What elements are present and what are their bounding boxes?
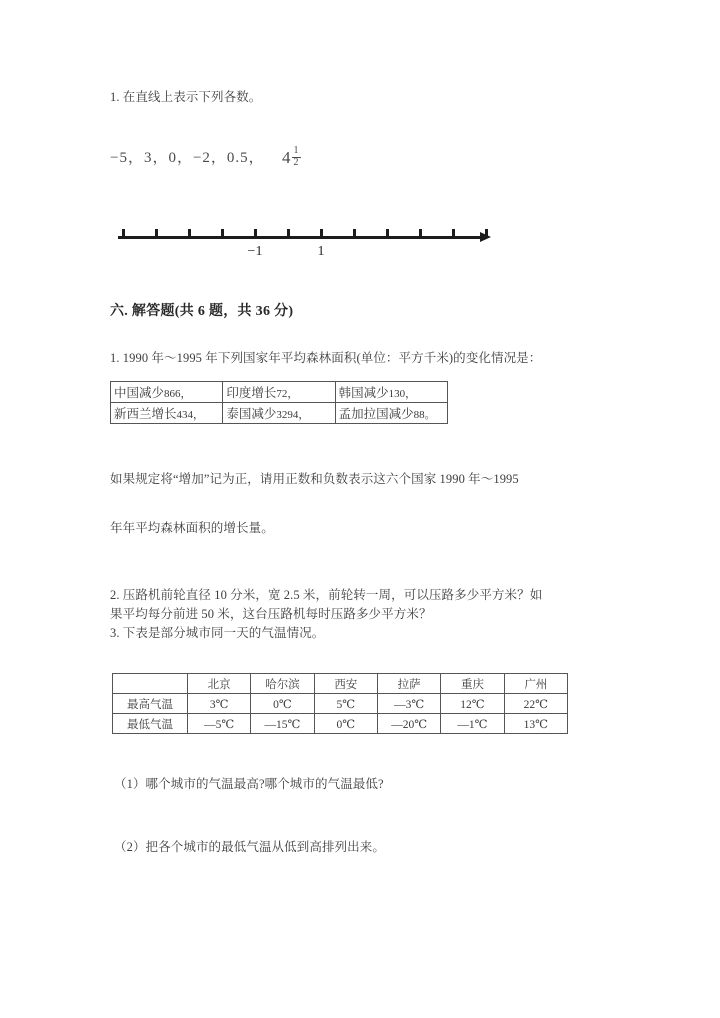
fraction-one-half (292, 146, 301, 168)
temp-city-header: 西安 (314, 674, 377, 694)
number-line-tick (353, 229, 356, 237)
fraction-denominator: 2 (293, 156, 299, 168)
number-line-tick (287, 229, 290, 237)
number-line-tick (320, 229, 323, 237)
mixed-number-whole: 4 (282, 147, 291, 167)
q2-line1: 2. 压路机前轮直径 10 分米，宽 2.5 米，前轮转一周，可以压路多少平方米？如 (110, 588, 543, 602)
section-heading-six: 六. 解答题(共 6 题，共 36 分) (110, 304, 294, 319)
forest-country-value: 434， (176, 409, 205, 421)
forest-country-value: 866， (164, 388, 192, 400)
number-line-tick (122, 229, 125, 237)
forest-country-value: 88。 (413, 409, 436, 421)
temp-row-label-high: 最高气温 (113, 694, 188, 714)
temp-high-value: 5℃ (314, 694, 377, 714)
forest-cell-bangladesh (335, 403, 447, 424)
forest-cell-china (111, 382, 223, 403)
forest-cell-india (223, 382, 335, 403)
q3-sub-question-2: （2）把各个城市的最低气温从低到高排列出来。 (114, 840, 385, 854)
number-list: −5，3，0，−2，0.5， (110, 150, 265, 166)
temp-high-value: 0℃ (251, 694, 314, 714)
q3-sub-question-1: （1）哪个城市的气温最高?哪个城市的气温最低? (114, 777, 384, 791)
number-line-tick (485, 229, 488, 237)
number-line-label: 1 (317, 244, 325, 259)
table-row (113, 694, 568, 714)
temp-high-value: 12℃ (441, 694, 504, 714)
forest-country-name: 韩国减少 (338, 386, 389, 400)
number-line-question-prompt: 1. 在直线上表示下列各数。 (110, 90, 262, 104)
forest-cell-new-zealand (111, 403, 223, 424)
temp-low-value: —20℃ (377, 714, 440, 734)
number-line-tick (188, 229, 191, 237)
table-header-row (113, 674, 568, 694)
number-line-label: −1 (247, 244, 263, 259)
forest-cell-korea (335, 382, 447, 403)
forest-country-value: 130， (388, 388, 417, 400)
forest-area-table (110, 381, 448, 424)
temp-high-value: —3℃ (377, 694, 440, 714)
forest-country-value: 72， (276, 388, 299, 400)
table-row (111, 403, 448, 424)
forest-cell-thailand (223, 403, 335, 424)
number-line-tick (419, 229, 422, 237)
number-line-tick (221, 229, 224, 237)
temp-city-header: 重庆 (441, 674, 504, 694)
city-temperature-table (112, 673, 568, 734)
fraction-numerator: 1 (293, 145, 299, 156)
q3-stem: 3. 下表是部分城市同一天的气温情况。 (110, 626, 325, 640)
temp-low-value: —15℃ (251, 714, 314, 734)
number-line-axis (118, 236, 482, 239)
number-line-tick (155, 229, 158, 237)
forest-country-name: 新西兰增长 (114, 407, 177, 421)
forest-country-name: 孟加拉国减少 (338, 407, 414, 421)
temp-city-header: 北京 (188, 674, 251, 694)
q1-followup-line2: 年年平均森林面积的增长量。 (110, 521, 274, 535)
temp-city-header: 拉萨 (377, 674, 440, 694)
temp-high-value: 22℃ (504, 694, 567, 714)
temp-high-value: 3℃ (188, 694, 251, 714)
table-row (113, 714, 568, 734)
forest-country-name: 印度增长 (226, 386, 277, 400)
q1-stem: 1. 1990 年～1995 年下列国家年平均森林面积(单位：平方千米)的变化情况是： (110, 351, 542, 365)
number-line-tick (254, 229, 257, 237)
temp-row-label-low: 最低气温 (113, 714, 188, 734)
mixed-number-four-and-one-half (282, 146, 301, 168)
temp-city-header: 广州 (504, 674, 567, 694)
temp-low-value: —5℃ (188, 714, 251, 734)
table-row (111, 382, 448, 403)
number-line-tick (452, 229, 455, 237)
temp-low-value: 0℃ (314, 714, 377, 734)
forest-country-value: 3294， (276, 409, 310, 421)
temp-low-value: —1℃ (441, 714, 504, 734)
temp-table-corner-cell (113, 674, 188, 694)
temp-city-header: 哈尔滨 (251, 674, 314, 694)
forest-country-name: 泰国减少 (226, 407, 277, 421)
forest-country-name: 中国减少 (114, 386, 165, 400)
q2-line2: 果平均每分前进 50 米，这台压路机每时压路多少平方米？ (110, 607, 432, 621)
number-line-diagram (118, 236, 490, 259)
q1-followup-line1: 如果规定将“增加”记为正，请用正数和负数表示这六个国家 1990 年～1995 (110, 472, 519, 486)
number-line-tick (386, 229, 389, 237)
temp-low-value: 13℃ (504, 714, 567, 734)
